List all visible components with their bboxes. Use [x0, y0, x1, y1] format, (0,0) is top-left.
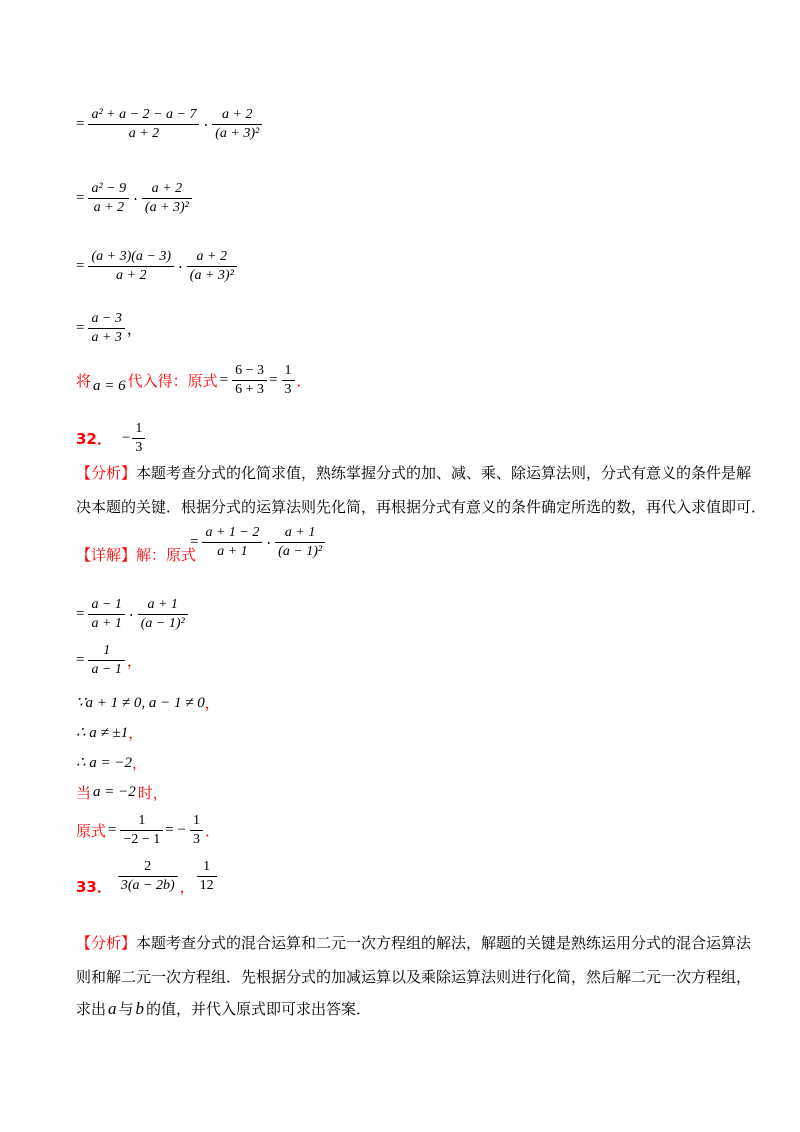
multiply-dot: · — [178, 257, 183, 276]
numerator: 1 — [190, 812, 203, 831]
equals-sign: = — [76, 606, 85, 622]
numerator: 2 — [118, 858, 178, 877]
equals-sign: = — [76, 190, 85, 206]
text-dang: 当 — [76, 784, 92, 802]
text-shi: 时， — [137, 784, 168, 802]
numerator: a + 1 — [138, 596, 188, 615]
condition-text: ∴ a ≠ ±1 — [76, 725, 129, 741]
numerator: a − 1 — [88, 596, 124, 615]
denominator: a + 2 — [93, 200, 125, 215]
detail-tag: 【详解】 — [76, 546, 137, 564]
analysis-32-line-1 — [76, 462, 751, 483]
denominator: 12 — [199, 878, 214, 893]
punctuation: ， — [132, 754, 148, 772]
equals-sign: = — [269, 372, 278, 388]
fraction — [88, 310, 124, 347]
text-jiang: 将 — [76, 372, 92, 390]
equation-step-4 — [76, 310, 142, 347]
analysis-text: 本题考查分式的混合运算和二元一次方程组的解法，解题的关键是熟练运用分式的混合运算法 — [136, 934, 752, 952]
analysis-text: 本题考查分式的化简求值，熟练掌握分式的加、减、乘、除运算法则，分式有意义的条件是解 — [136, 464, 752, 482]
question-number: 33． — [76, 878, 112, 896]
analysis-33-line-3 — [76, 998, 371, 1019]
denominator: (a + 3)² — [189, 268, 234, 283]
multiply-dot: · — [203, 115, 209, 134]
numerator: a² + a − 2 − a − 7 — [88, 106, 199, 125]
denominator: a + 1 — [217, 544, 248, 559]
multiply-dot: · — [266, 533, 272, 552]
fraction — [212, 106, 262, 143]
text-yuanshi: 原式 — [76, 822, 107, 840]
numerator: 6 − 3 — [232, 362, 267, 381]
detail-text: 解：原式 — [136, 546, 197, 564]
numerator: a + 2 — [212, 106, 262, 125]
numerator: a + 1 − 2 — [202, 524, 262, 543]
analysis-33-line-2 — [76, 966, 751, 987]
question-number: 32． — [76, 430, 112, 448]
condition-text: a = −2 — [93, 784, 136, 800]
fraction — [187, 248, 237, 285]
denominator: 3 — [192, 832, 200, 847]
fraction — [190, 812, 203, 849]
multiply-dot: · — [133, 189, 138, 208]
equals-sign: = — [219, 372, 229, 388]
denominator: (a − 1)² — [278, 544, 323, 559]
denominator: a − 1 — [91, 662, 122, 677]
numerator: a + 2 — [187, 248, 237, 267]
result-32 — [76, 812, 220, 849]
equals-sign: = — [76, 320, 85, 336]
minus-sign: − — [121, 430, 131, 446]
fraction — [88, 642, 124, 679]
analysis-text: 的值，并代入原式即可求出答案． — [146, 1000, 372, 1018]
numerator: 1 — [132, 420, 145, 439]
equals-minus: = − — [165, 822, 186, 838]
denominator: a + 2 — [128, 126, 160, 141]
numerator: 1 — [88, 642, 124, 661]
punctuation: ， — [128, 724, 144, 742]
multiply-dot: · — [128, 605, 134, 624]
punctuation: ， — [126, 652, 142, 670]
fraction — [88, 180, 129, 217]
analysis-text: 则和解二元一次方程组．先根据分式的加减运算以及乘除运算法则进行化简，然后解二元一次方程组， — [76, 968, 752, 986]
question-32-answer — [76, 420, 147, 457]
punctuation: ， — [126, 320, 142, 338]
variable-a: a — [108, 998, 117, 1018]
fraction — [282, 362, 295, 399]
fraction — [120, 812, 163, 849]
analysis-text: 求出 — [76, 1000, 107, 1018]
condition-line-2 — [76, 722, 143, 743]
analysis-tag: 【分析】 — [76, 464, 137, 482]
analysis-text: 与 — [118, 1000, 134, 1018]
punctuation: ， — [204, 694, 220, 712]
punctuation: ． — [296, 372, 312, 390]
denominator: a + 2 — [116, 268, 147, 283]
detail-32-label — [76, 544, 196, 565]
equals-sign: = — [76, 258, 85, 274]
equation-step-3 — [76, 248, 239, 285]
text-substitute: 代入得：原式 — [127, 372, 218, 390]
numerator: 1 — [282, 362, 295, 381]
answer-fraction-2 — [197, 858, 217, 895]
condition-text: ∴ a = −2 — [76, 755, 133, 771]
substitution-line — [76, 362, 312, 399]
fraction — [232, 362, 267, 399]
fraction — [138, 596, 188, 633]
condition-line-3 — [76, 752, 147, 773]
numerator: a + 2 — [142, 180, 192, 199]
fraction — [88, 596, 124, 633]
analysis-33-line-1 — [76, 932, 751, 953]
analysis-text: 决本题的关键．根据分式的运算法则先化简，再根据分式有意义的条件确定所选的数，再代入求值即可． — [76, 498, 767, 516]
equals-sign: = — [76, 116, 85, 132]
denominator: 3 — [284, 382, 292, 397]
variable-b: b — [135, 998, 145, 1018]
equals-sign: = — [190, 534, 199, 550]
denominator: a + 3 — [91, 330, 122, 345]
numerator: a + 1 — [275, 524, 325, 543]
equals-sign: = — [108, 822, 117, 838]
answer-fraction-1 — [118, 858, 178, 895]
denominator: 3(a − 2b) — [120, 878, 175, 893]
denominator: 6 + 3 — [235, 382, 265, 397]
answer-fraction — [132, 420, 145, 457]
numerator: a − 3 — [88, 310, 124, 329]
denominator: (a − 1)² — [140, 616, 185, 631]
detail-32-step-2 — [76, 596, 190, 633]
condition-line-1 — [76, 692, 220, 713]
condition-a-equals-6: a = 6 — [93, 378, 126, 394]
detail-32-step-3 — [76, 642, 142, 679]
denominator: −2 − 1 — [123, 832, 161, 847]
numerator: a² − 9 — [88, 180, 129, 199]
analysis-tag: 【分析】 — [76, 934, 137, 952]
denominator: 3 — [135, 440, 143, 455]
question-33-answer — [76, 858, 219, 895]
denominator: (a + 3)² — [144, 200, 189, 215]
denominator: a + 1 — [91, 616, 122, 631]
fraction — [202, 524, 262, 561]
fraction — [88, 248, 174, 285]
fraction — [88, 106, 199, 143]
condition-line-4 — [76, 782, 168, 803]
numerator: 1 — [120, 812, 163, 831]
equation-step-1 — [76, 106, 264, 143]
fraction — [275, 524, 325, 561]
numerator: 1 — [197, 858, 217, 877]
equals-sign: = — [76, 652, 85, 668]
equation-step-2 — [76, 180, 194, 217]
denominator: (a + 3)² — [215, 126, 260, 141]
punctuation: ． — [204, 822, 220, 840]
analysis-32-line-2 — [76, 496, 766, 517]
numerator: (a + 3)(a − 3) — [88, 248, 174, 267]
separator: ， — [179, 878, 195, 896]
detail-32-step-1 — [190, 524, 327, 561]
fraction — [142, 180, 192, 217]
condition-text: ∵a + 1 ≠ 0, a − 1 ≠ 0 — [76, 695, 205, 711]
